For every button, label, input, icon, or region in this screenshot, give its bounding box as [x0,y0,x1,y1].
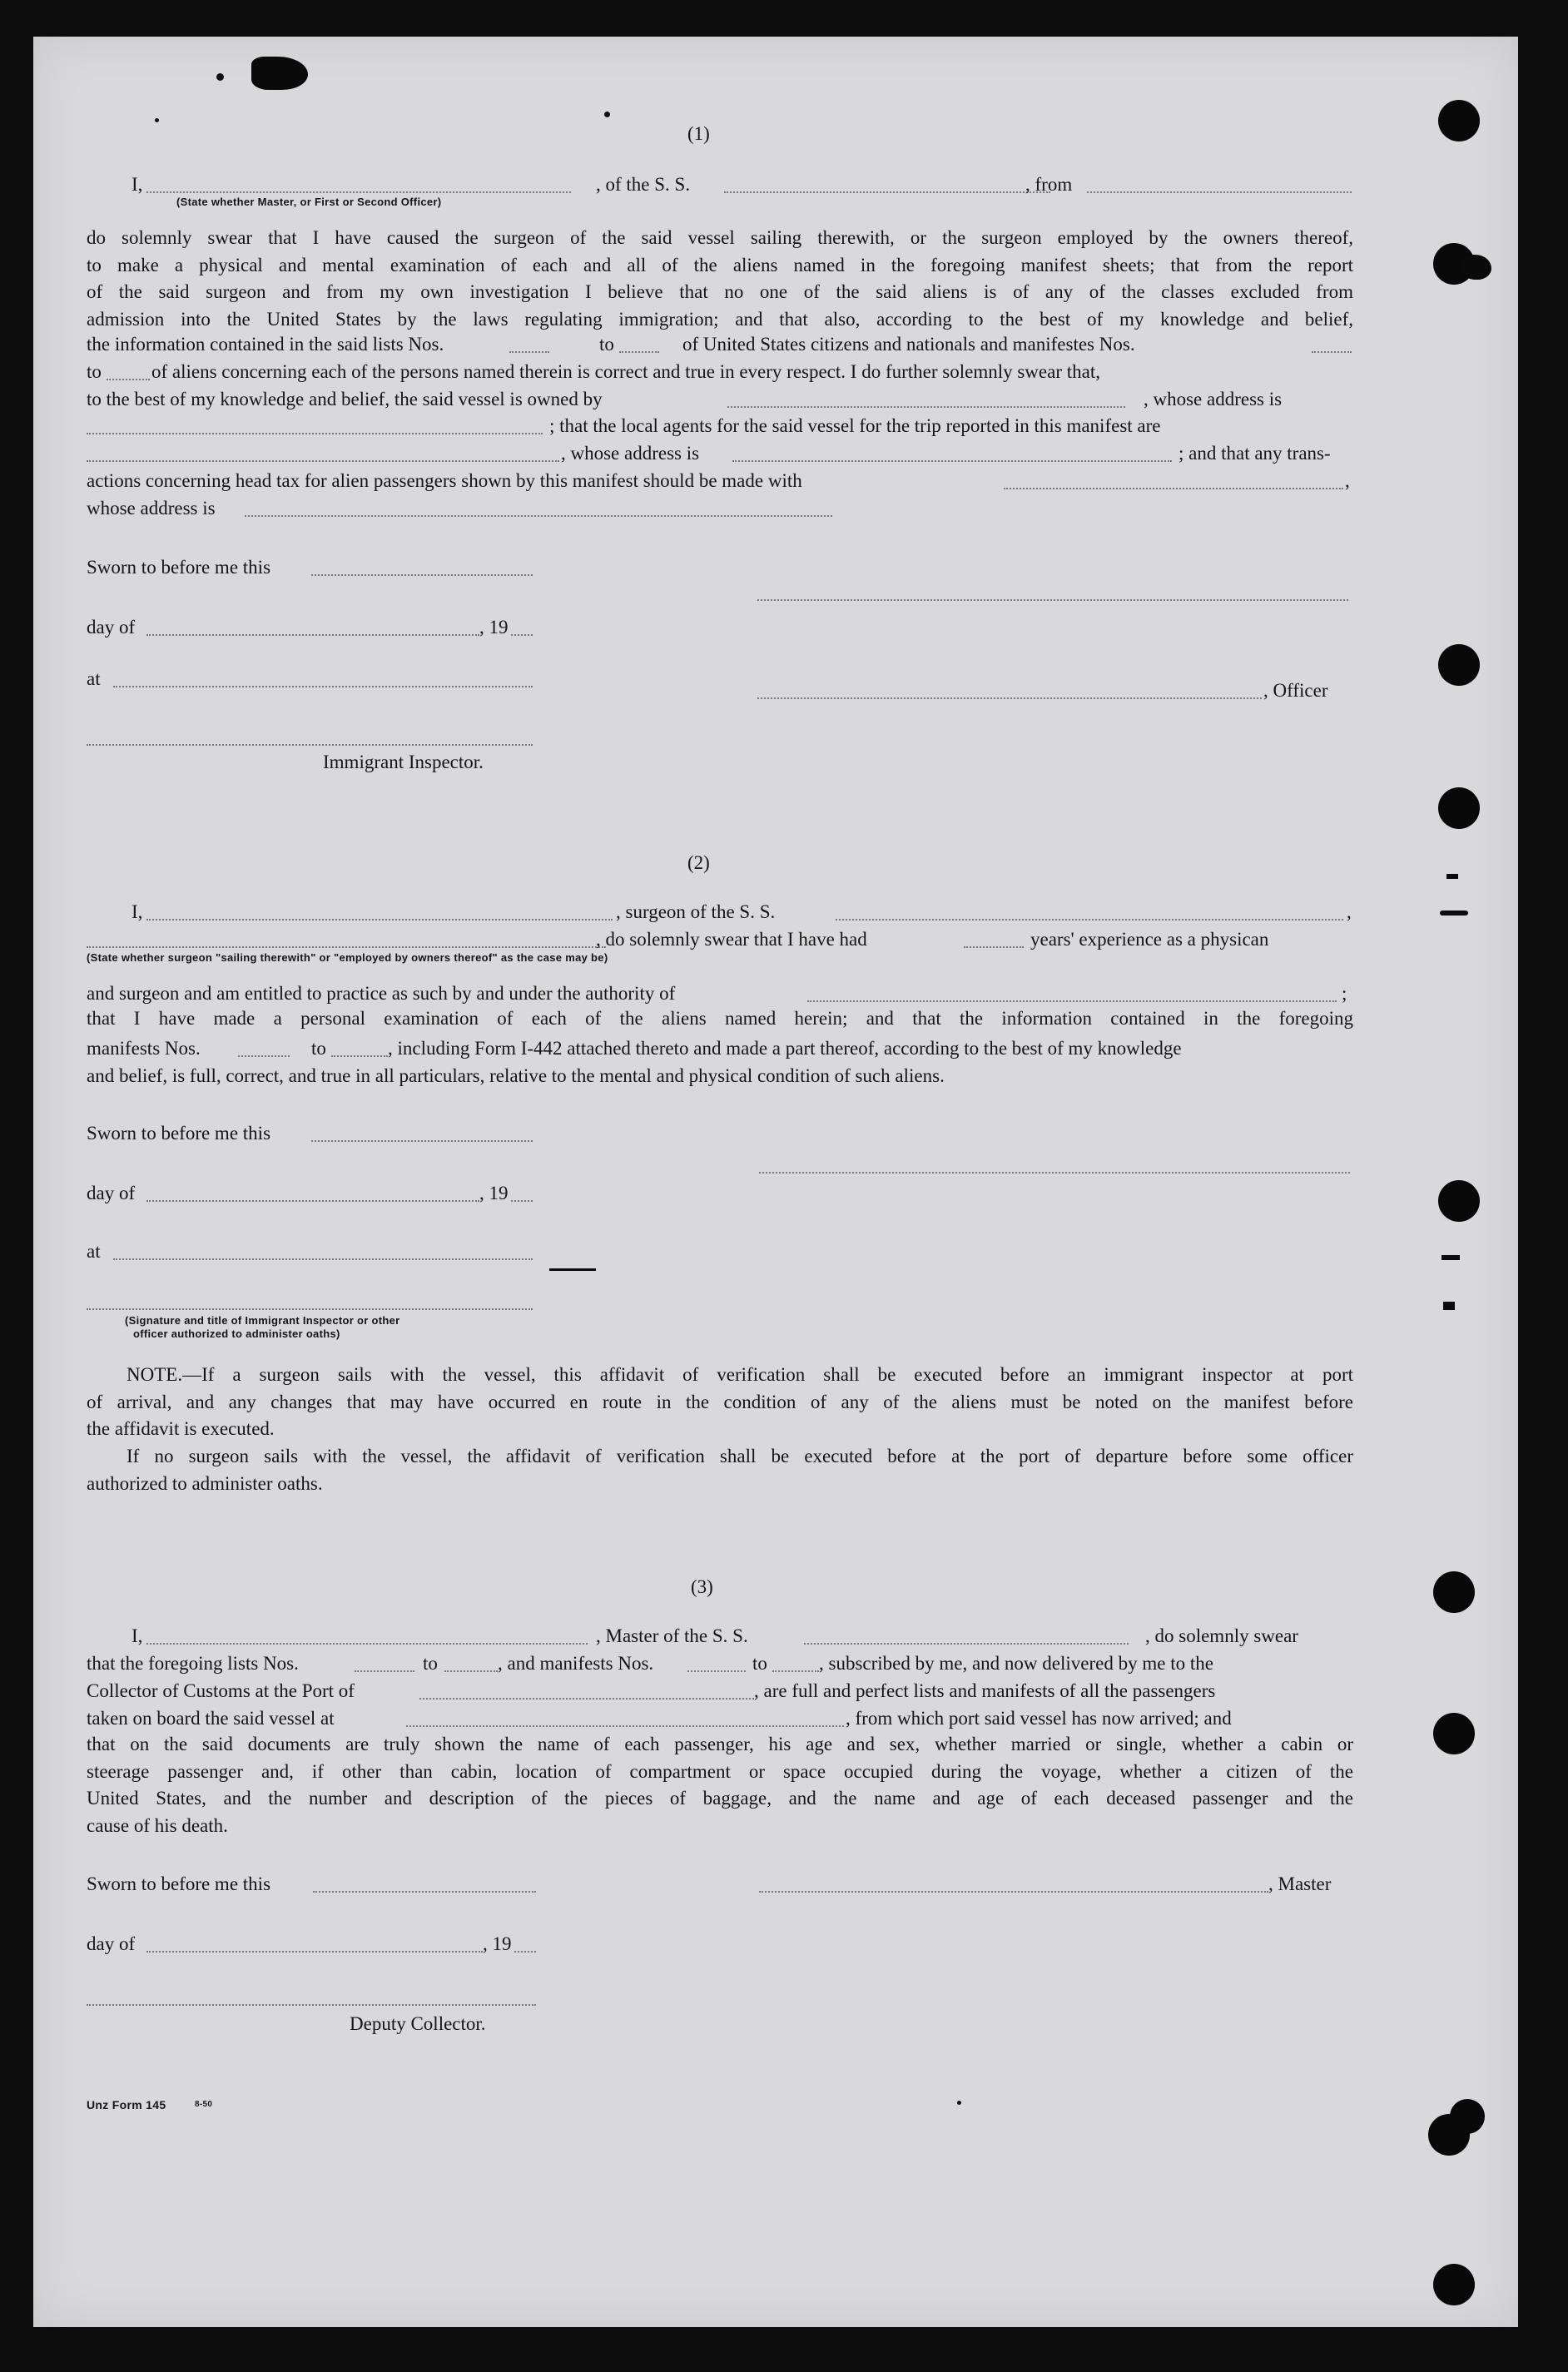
edge-mark [1441,1255,1460,1260]
blank-authority[interactable] [807,1000,1337,1002]
punch-hole [1433,1571,1475,1613]
blank-s3-vessel[interactable] [804,1643,1129,1645]
blank-list-from[interactable] [509,351,549,353]
s1-i-label: I, [131,174,143,195]
s3-collector-text: Collector of Customs at the Port of [87,1680,355,1701]
s1-aliens-text: of aliens concerning each of the persons named therein is correct and true in every respect. I do further solemnly swear that, [151,361,1100,382]
s3-arrived-text: , from which port said vessel has now arrived; and [846,1708,1232,1729]
s2-sworn-label: Sworn to before me this [87,1123,271,1144]
s1-day-of: day of [87,617,136,638]
blank-owner[interactable] [727,406,1125,408]
s3-taken-on-board: taken on board the said vessel at [87,1708,335,1729]
s2-at: at [87,1241,101,1262]
s2-note-line: of arrival, and any changes that may have occurred en route in the condition of any of the aliens must be noted on the manifest before [87,1391,1353,1412]
s1-sworn-label: Sworn to before me this [87,557,271,578]
form-code: 8-50 [195,2100,213,2109]
s3-master-label: , Master [1268,1873,1332,1894]
s3-to-1: to [423,1653,438,1674]
s3-sworn-label: Sworn to before me this [87,1873,271,1894]
s1-lists-citizens: of United States citizens and nationals and manifestes Nos. [682,334,1135,355]
s3-to-2: to [752,1653,767,1674]
pen-stroke [549,1268,596,1271]
blank-s3-origin[interactable] [406,1725,844,1727]
s2-form-text: , including Form I-442 attached thereto and made a part thereof, according to the best of my knowledge [388,1038,1182,1059]
ink-blot [1461,255,1491,280]
s1-from-label: , from [1025,174,1073,195]
punch-hole [1450,2099,1485,2134]
speck [216,73,224,81]
s3-manifests-nos: , and manifests Nos. [498,1653,654,1674]
s3-lists-nos: that the foregoing lists Nos. [87,1653,299,1674]
s2-day-of: day of [87,1183,136,1203]
s2-body-line: that I have made a personal examination of each of the aliens named herein; and that the information contained in the foregoing [87,1008,1353,1029]
s3-deputy-label: Deputy Collector. [350,2013,486,2034]
s1-whose-address-2: , whose address is [561,443,700,464]
s2-i-label: I, [131,901,143,922]
s2-manifests-nos: manifests Nos. [87,1038,201,1059]
s2-caption-sig: (Signature and title of Immigrant Inspector or other [125,1314,400,1327]
s1-lists-text: the information contained in the said lists Nos. [87,334,444,355]
s2-inspector-signature-line[interactable] [87,1308,533,1310]
blank-manifest-to[interactable] [107,379,150,380]
punch-hole [1433,1713,1475,1754]
s1-transactions: ; and that any trans- [1178,443,1331,464]
s1-body-line: to make a physical and mental examination of each and all of the aliens named in the foregoing manifest sheets; that from the report [87,254,1353,275]
blank-s3-port[interactable] [419,1698,754,1700]
blank-list-to[interactable] [619,351,659,353]
speck [155,118,159,122]
s2-body-paragraph [87,1005,1353,1033]
s2-authority-text: and surgeon and am entitled to practice as such by and under the authority of [87,983,676,1004]
s2-note2-line: authorized to administer oaths. [87,1472,323,1494]
s2-belief-text: and belief, is full, correct, and true in all particulars, relative to the mental and physical condition of such aliens. [87,1065,945,1086]
blank-sworn-date[interactable] [311,574,533,576]
s2-caption-sig-2: officer authorized to administer oaths) [133,1327,340,1340]
s1-body-line: admission into the United States by the laws regulating immigration; and that also, according to the best of my knowledge and belief, [87,309,1353,330]
s3-full-lists: , are full and perfect lists and manifests of all the passengers [754,1680,1216,1701]
ink-blot [251,57,308,90]
edge-mark [1443,1302,1455,1310]
blank-surgeon-status[interactable] [87,946,606,948]
blank-s2-manifest-from[interactable] [238,1055,290,1057]
blank-head-tax-address[interactable] [245,515,832,517]
blank-vessel-name[interactable] [724,191,1050,193]
section3-heading: (3) [691,1576,713,1597]
blank-owner-address[interactable] [87,433,543,434]
blank-agents-address[interactable] [732,460,1172,462]
punch-hole [1438,644,1480,686]
blank-s3-year[interactable] [514,1951,536,1953]
blank-year[interactable] [511,634,533,636]
section1-heading: (1) [687,123,710,144]
s2-note-line: NOTE.—If a surgeon sails with the vessel, this affidavit of verification shall be executed before an immigrant inspector at port [127,1364,1353,1385]
s3-i-label: I, [131,1625,143,1646]
blank-s3-manifest-to[interactable] [772,1670,819,1672]
master-signature-line[interactable] [759,1891,1268,1893]
blank-day[interactable] [146,634,479,636]
comma: , [1347,901,1352,922]
s1-officer-label: , Officer [1263,680,1328,701]
blank-from-port[interactable] [1087,191,1352,193]
s1-lists-to: to [599,334,614,355]
blank-master-name[interactable] [146,1643,588,1645]
s1-of-ss-label: , of the S. S. [596,174,691,195]
s2-year: , 19 [479,1183,509,1203]
s1-agents-text: ; that the local agents for the said vessel for the trip reported in this manifest are [549,415,1161,436]
s1-body-line: of the said surgeon and from my own investigation I believe that no one of the said aliens is of any of the classes excluded from [87,281,1353,303]
s1-caption: (State whether Master, or First or Second Officer) [176,196,442,208]
blank-s3-list-from[interactable] [355,1670,414,1672]
s3-subscribed: , subscribed by me, and now delivered by me to the [819,1653,1213,1674]
officer-signature-line[interactable] [757,697,1262,699]
blank-s3-day[interactable] [146,1951,483,1953]
semicolon: ; [1342,983,1347,1004]
s1-body-line: do solemnly swear that I have caused the surgeon of the said vessel sailing therewith, or the surgeon employed by the owners thereof, [87,227,1353,248]
deputy-signature-line[interactable] [87,2004,536,2006]
punch-hole [1438,100,1480,141]
s1-year: , 19 [479,617,509,638]
s2-note-line: the affidavit is executed. [87,1418,275,1440]
s3-body-line: cause of his death. [87,1815,228,1837]
s3-solemnly-swear: , do solemnly swear [1145,1625,1298,1646]
document-page [33,37,1518,2327]
blank-s2-at[interactable] [113,1258,533,1260]
edge-mark [1446,874,1458,879]
blank-s2-sworn-date[interactable] [311,1140,533,1142]
s3-master-of-ss: , Master of the S. S. [596,1625,748,1646]
s1-whose-address-3: whose address is [87,498,216,519]
blank-head-tax-party[interactable] [1004,488,1343,489]
signature-line[interactable] [757,599,1348,601]
punch-hole [1438,1180,1480,1222]
edge-mark [1440,911,1468,916]
s1-inspector-label: Immigrant Inspector. [323,752,484,772]
s3-body-line: United States, and the number and description of the pieces of baggage, and the name and age of each deceased passenger and the [87,1788,1353,1809]
blank-officer-name[interactable] [146,191,571,193]
blank-s2-year[interactable] [511,1200,533,1202]
s2-signature-line[interactable] [759,1172,1350,1174]
blank-s3-sworn-date[interactable] [313,1891,536,1893]
comma: , [1345,470,1350,491]
blank-s2-vessel[interactable] [836,919,1343,921]
blank-surgeon-name[interactable] [146,919,613,921]
blank-s2-day[interactable] [146,1200,479,1202]
form-number: Unz Form 145 [87,2098,166,2111]
blank-s2-manifest-to[interactable] [331,1055,388,1057]
speck [957,2101,961,2105]
blank-at[interactable] [113,686,533,687]
s1-head-tax-text: actions concerning head tax for alien passengers shown by this manifest should be made with [87,470,802,491]
s2-surgeon-of-ss: , surgeon of the S. S. [616,901,776,922]
s1-body-paragraph [87,225,1353,334]
s2-years-experience: years' experience as a physican [1030,929,1269,950]
s2-to: to [311,1038,326,1059]
s1-to-label: to [87,361,102,382]
s2-solemnly-swear: , do solemnly swear that I have had [596,929,867,950]
s3-body-paragraph [87,1731,1353,1840]
s3-body-line: that on the said documents are truly shown the name of each passenger, his age and sex, whether married or single, whether a cabin or [87,1734,1353,1754]
s2-note-paragraph [87,1362,1353,1498]
blank-years[interactable] [964,946,1024,948]
s2-caption: (State whether surgeon "sailing therewith" or "employed by owners thereof" as the case may be) [87,951,608,964]
blank-s3-list-to[interactable] [444,1670,498,1672]
speck [604,112,610,117]
blank-agents[interactable] [87,460,559,462]
s1-owned-text: to the best of my knowledge and belief, the said vessel is owned by [87,389,603,409]
s1-at: at [87,668,101,689]
s1-whose-address: , whose address is [1144,389,1283,409]
s3-year: , 19 [483,1933,512,1954]
punch-hole [1438,787,1480,829]
s3-body-line: steerage passenger and, if other than cabin, location of compartment or space occupied during the voyage, whether a citizen of the [87,1760,1353,1782]
s3-day-of: day of [87,1933,136,1954]
blank-s3-manifest-from[interactable] [687,1670,746,1672]
blank-manifest-from[interactable] [1312,351,1352,353]
punch-hole [1433,2264,1475,2305]
section2-heading: (2) [687,852,710,873]
inspector-signature-line[interactable] [87,744,533,746]
s2-note2-line: If no surgeon sails with the vessel, the affidavit of verification shall be executed before at the port of departure before some officer [127,1446,1353,1467]
